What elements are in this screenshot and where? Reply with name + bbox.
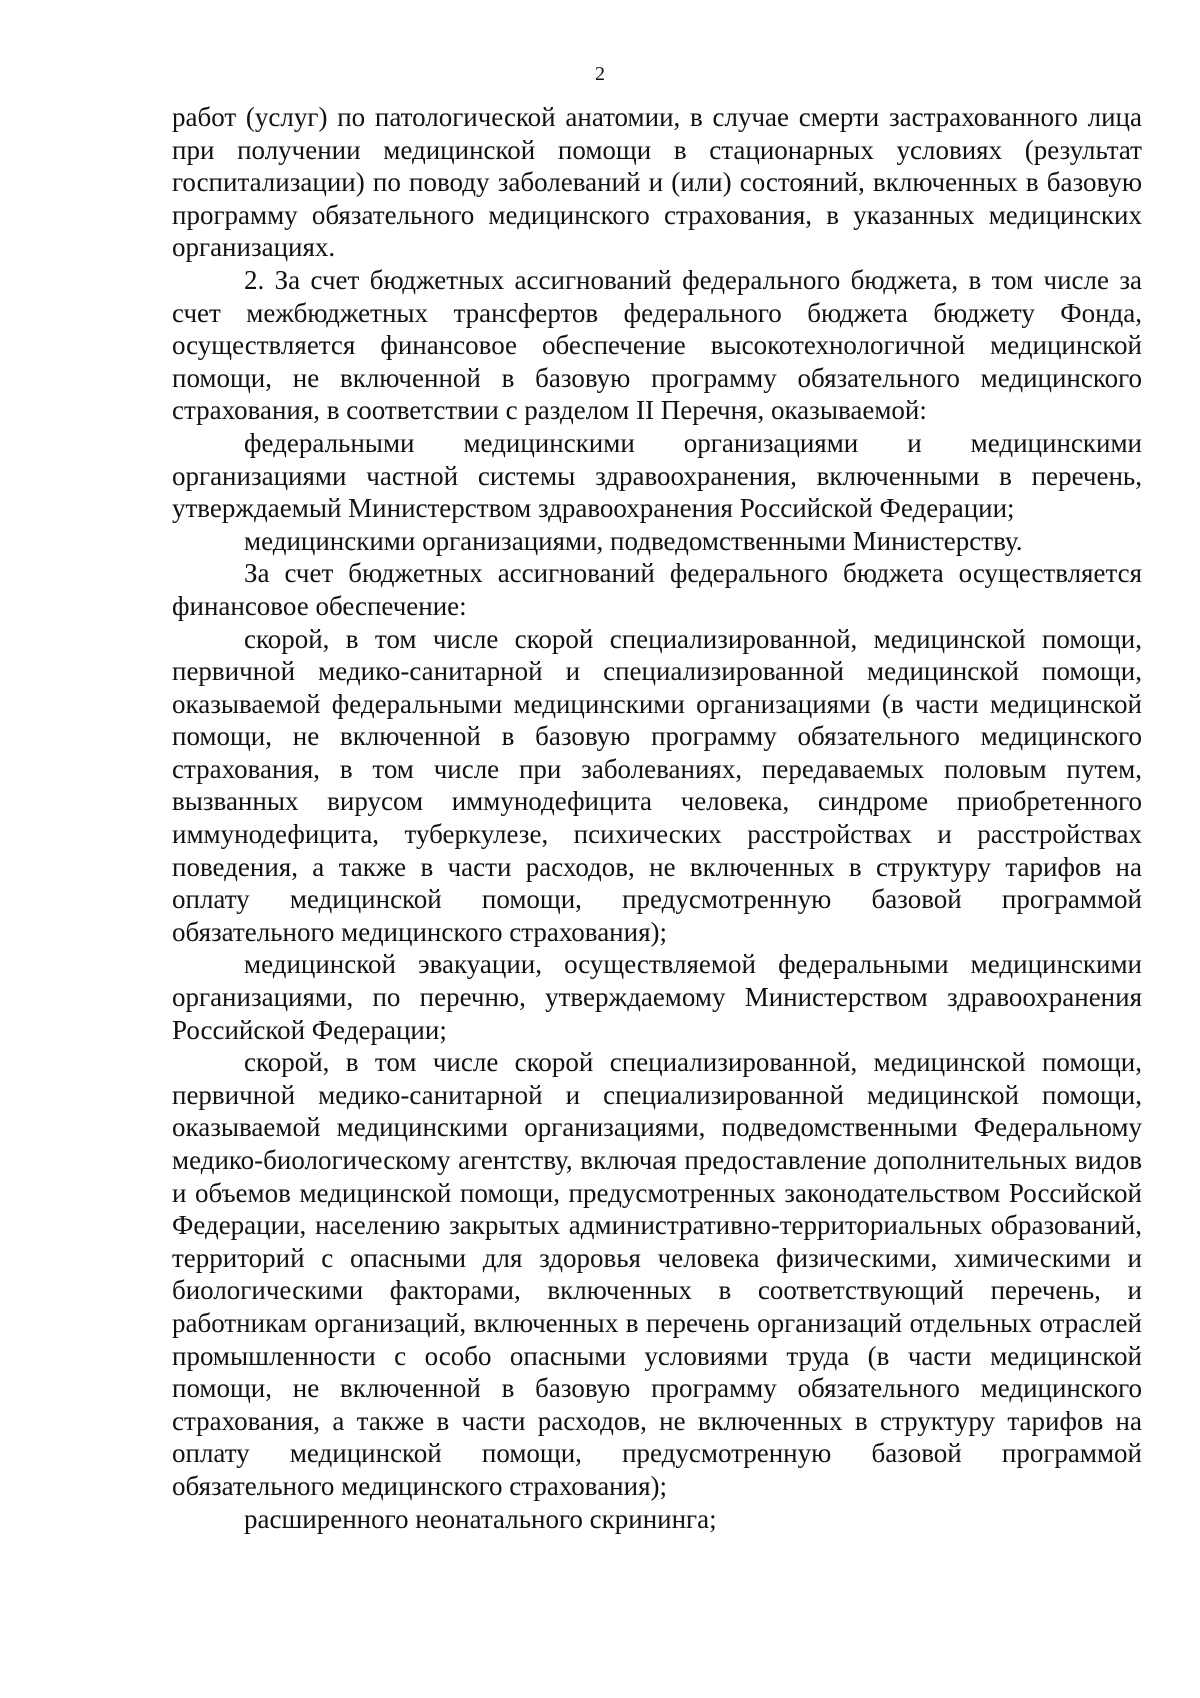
paragraph-1: работ (услуг) по патологической анатомии, в случае смерти застрахованного лица при получении медицинской помощи в стационарных условиях (результат госпитализации) по поводу заболеваний и (или) состояний, включенных в базовую программу обязательного медицинского страхования, в указанных медицинских организациях. bbox=[172, 102, 1142, 263]
paragraph-9: расширенного неонатального скрининга; bbox=[244, 1503, 717, 1534]
paragraph-6: скорой, в том числе скорой специализированной, медицинской помощи, первичной медико-санитарной и специализированной медицинской помощи, оказываемой федеральными медицинскими организациями (в части медицинской помощи, не включенной в базовую программу обязательного медицинского страхования, в том числе при заболеваниях, передаваемых половым путем, вызванных вирусом иммунодефицита человека, синдроме приобретенного иммунодефицита, туберкулезе, психических расстройствах и расстройствах поведения, а также в части расходов, не включенных в структуру тарифов на оплату медицинской помощи, предусмотренную базовой программой обязательного медицинского страхования); bbox=[172, 623, 1142, 947]
paragraph-5: За счет бюджетных ассигнований федерального бюджета осуществляется финансовое обеспечение: bbox=[172, 558, 1142, 621]
paragraph-3: федеральными медицинскими организациями и медицинскими организациями частной системы здравоохранения, включенными в перечень, утверждаемый Министерством здравоохранения Российской Федерации; bbox=[172, 427, 1142, 524]
paragraph-8: скорой, в том числе скорой специализированной, медицинской помощи, первичной медико-санитарной и специализированной медицинской помощи, оказываемой медицинскими организациями, подведомственными Федеральному медико-биологическому агентству, включая предоставление дополнительных видов и объемов медицинской помощи, предусмотренных законодательством Российской Федерации, населению закрытых административно-территориальных образований, территорий с опасными для здоровья человека физическими, химическими и биологическими факторами, включенных в соответствующий перечень, и работникам организаций, включенных в перечень организаций отдельных отраслей промышленности с особо опасными условиями труда (в части медицинской помощи, не включенной в базовую программу обязательного медицинского страхования, а также в части расходов, не включенных в структуру тарифов на оплату медицинской помощи, предусмотренную базовой программой обязательного медицинского страхования); bbox=[172, 1047, 1142, 1501]
page-number: 2 bbox=[595, 63, 605, 85]
document-body bbox=[172, 101, 1142, 1535]
paragraph-7: медицинской эвакуации, осуществляемой федеральными медицинскими организациями, по перечню, утверждаемому Министерством здравоохранения Российской Федерации; bbox=[172, 949, 1142, 1045]
paragraph-2: 2. За счет бюджетных ассигнований федерального бюджета, в том числе за счет межбюджетных трансфертов федерального бюджета бюджету Фонда, осуществляется финансовое обеспечение высокотехнологичной медицинской помощи, не включенной в базовую программу обязательного медицинского страхования, в соответствии с разделом II Перечня, оказываемой: bbox=[172, 264, 1142, 426]
paragraph-4: медицинскими организациями, подведомственными Министерству. bbox=[244, 525, 1023, 556]
